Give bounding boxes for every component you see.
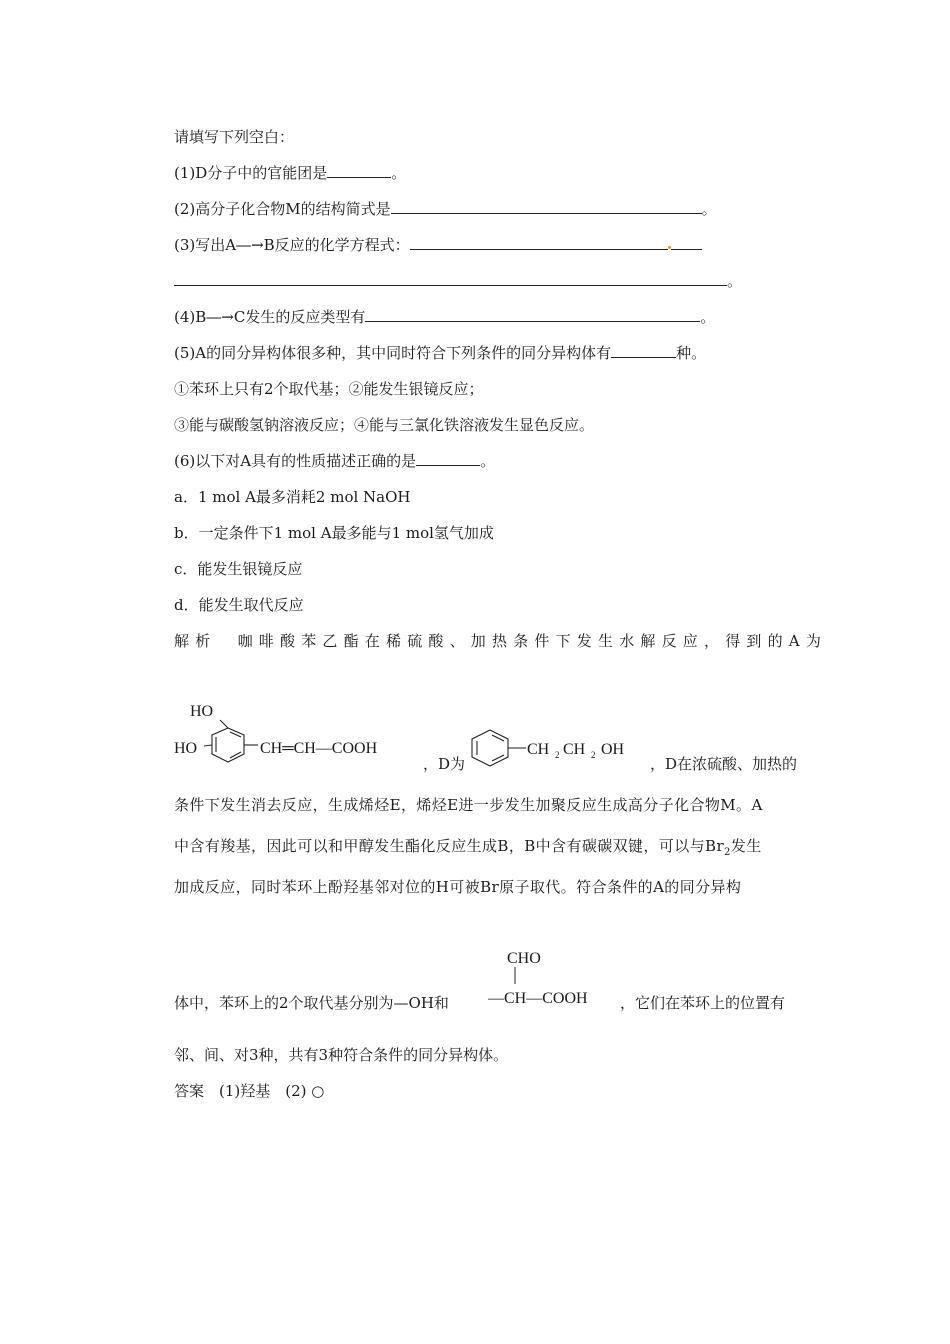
structure-a-ho-top: HO [190,703,214,720]
condition-line-1: ①苯环上只有2个取代基；②能发生银镜反应； [174,380,484,398]
analysis-line-4 [174,836,762,863]
substituent-main: —CH—COOH [488,990,588,1007]
answer-blank-3c[interactable] [174,271,727,286]
structure-a-chain: CH═CH—COOH [260,740,378,757]
question-2 [174,199,717,219]
question-1 [174,163,406,183]
analysis-line-5: 加成反应，同时苯环上酚羟基邻对位的H可被Br原子取代。符合条件的A的同分异构 [174,878,742,896]
question-4-end: 。 [700,308,716,326]
analysis-line-6-post: ，它们在苯环上的位置有 [620,994,786,1012]
question-2-text: (2)高分子化合物M的结构简式是 [174,200,391,218]
text-d-cond: ，D在浓硫酸、加热的 [650,755,798,773]
question-6-text: (6)以下对A具有的性质描述正确的是 [174,452,417,470]
structure-d-oh: OH [601,741,625,758]
answer-blank-3a[interactable] [410,235,668,250]
option-b: b．一定条件下1 mol A最多能与1 mol氢气加成 [174,524,494,542]
answer-blank-3b[interactable] [671,235,702,250]
analysis-line-1: 解析 咖啡酸苯乙酯在稀硫酸、加热条件下发生水解反应，得到的A为 [174,632,828,650]
structure-d-sub2: 2 [591,750,596,760]
answer-blank-6[interactable] [416,451,480,466]
instruction: 请填写下列空白： [174,128,295,146]
option-d: d．能发生取代反应 [174,596,304,614]
answer-blank-5[interactable] [611,343,676,358]
question-4-text: (4)B―→C发生的反应类型有 [174,308,366,326]
structure-a [172,698,432,768]
question-3 [174,235,702,255]
benzene-ring-a [204,720,258,762]
question-3-end: 。 [727,272,743,290]
text-d-is: ，D为 [423,755,466,773]
benzene-ring-d [472,730,526,766]
question-1-text: (1)D分子中的官能团是 [174,164,328,182]
structure-d [470,726,650,776]
analysis-line-4-post: 发生 [730,837,762,855]
analysis-line-7: 邻、间、对3种，共有3种符合条件的同分异构体。 [174,1046,509,1064]
answer-blank-2[interactable] [391,199,702,214]
answer-blank-4[interactable] [365,307,700,322]
analysis-line-4-sub: 2 [724,847,731,858]
answer-blank-1[interactable] [327,163,391,178]
question-6-end: 。 [480,452,496,470]
question-4 [174,307,715,327]
question-5-end: 种。 [676,344,707,362]
analysis-line-6-pre: 体中，苯环上的2个取代基分别为—OH和 [174,994,449,1012]
option-a: a．1 mol A最多消耗2 mol NaOH [174,488,411,506]
option-c: c．能发生银镜反应 [174,560,303,578]
analysis-line-4-pre: 中含有羧基，因此可以和甲醇发生酯化反应生成B，B中含有碳碳双键，可以与Br [174,837,725,855]
structure-a-ho-left: HO [174,740,198,757]
question-5-text: (5)A的同分异构体很多种，其中同时符合下列条件的同分异构体有 [174,344,612,362]
structure-d-sub1: 2 [555,750,560,760]
answer-line: 答案 (1)羟基 (2) ○ [174,1082,325,1100]
question-2-end: 。 [701,200,717,218]
condition-line-2: ③能与碳酸氢钠溶液反应；④能与三氯化铁溶液发生显色反应。 [174,416,595,434]
substituent-cho: CHO [507,950,541,967]
question-6 [174,451,495,471]
question-5 [174,343,706,363]
question-3-continuation [174,271,742,291]
question-1-end: 。 [391,164,407,182]
question-3-text: (3)写出A―→B反应的化学方程式： [174,236,410,254]
analysis-line-3: 条件下发生消去反应，生成烯烃E，烯烃E进一步发生加聚反应生成高分子化合物M。A [174,796,763,814]
structure-d-ch: CH [527,741,550,758]
substituent-structure [488,944,623,1014]
structure-d-ch2: CH [563,741,586,758]
